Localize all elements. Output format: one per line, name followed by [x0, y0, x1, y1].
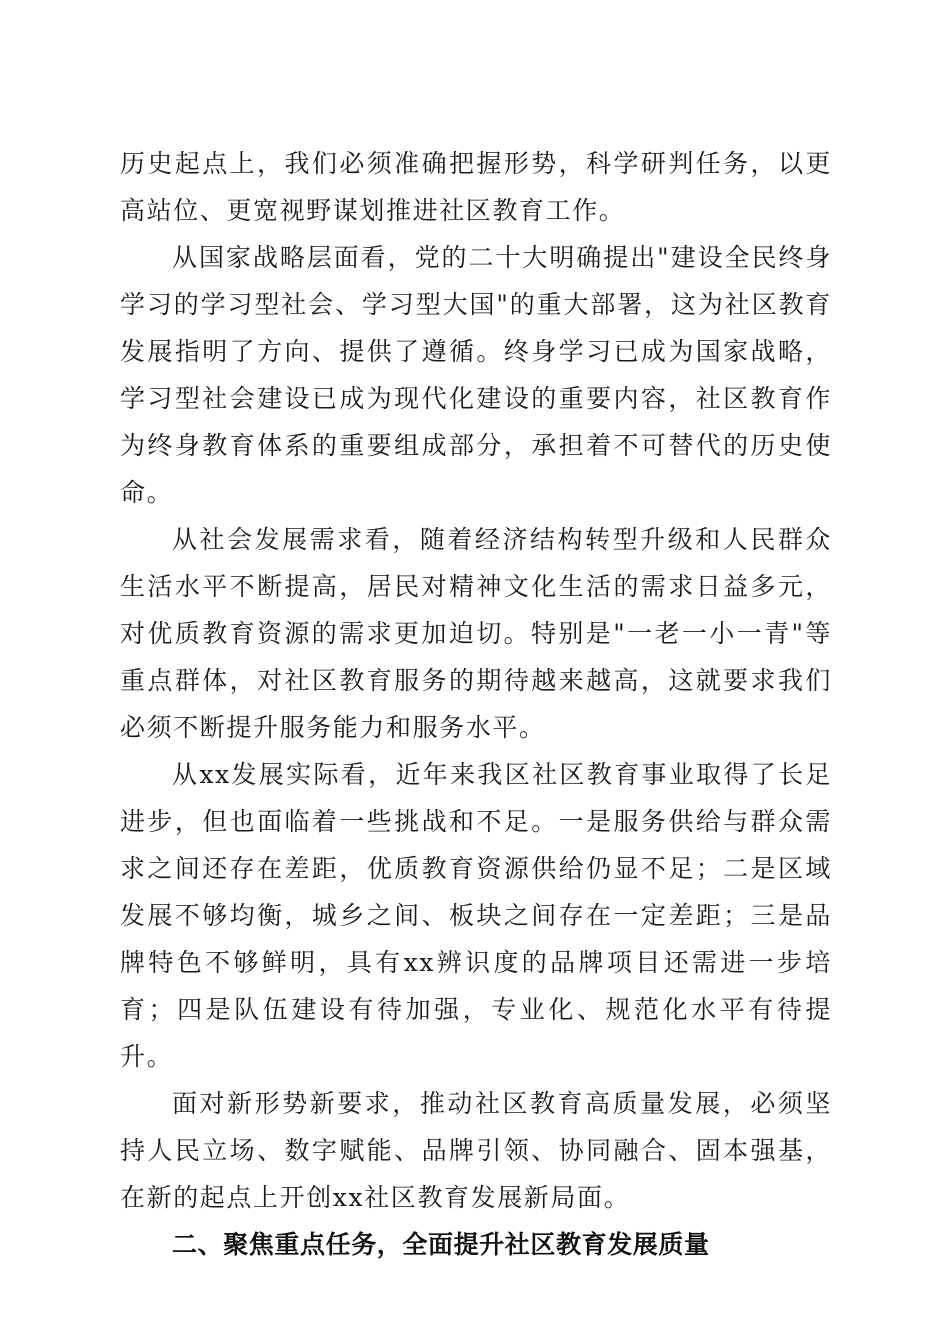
paragraph-social-demand: 从社会发展需求看，随着经济结构转型升级和人民群众生活水平不断提高，居民对精神文化生活的需求日益多元，对优质教育资源的需求更加迫切。特别是"一老一小一青"等重点群体，对社区教育服务的期待越来越高，这就要求我们必须不断提升服务能力和服务水平。	[120, 525, 832, 742]
paragraph-new-requirements: 面对新形势新要求，推动社区教育高质量发展，必须坚持人民立场、数字赋能、品牌引领、协同融合、固本强基，在新的起点上开创xx社区教育发展新局面。	[120, 1089, 832, 1212]
paragraph-local-reality: 从xx发展实际看，近年来我区社区教育事业取得了长足进步，但也面临着一些挑战和不足。一是服务供给与群众需求之间还存在差距，优质教育资源供给仍显不足；二是区域发展不够均衡，城乡之间、板块之间存在一定差距；三是品牌特色不够鲜明，具有xx辨识度的品牌项目还需进一步培育；四是队伍建设有待加强，专业化、规范化水平有待提升。	[120, 760, 832, 1071]
document-body	[120, 140, 832, 1268]
paragraph-national-strategy: 从国家战略层面看，党的二十大明确提出"建设全民终身学习的学习型社会、学习型大国"的重大部署，这为社区教育发展指明了方向、提供了遵循。终身学习已成为国家战略，学习型社会建设已成为现代化建设的重要内容，社区教育作为终身教育体系的重要组成部分，承担着不可替代的历史使命。	[120, 243, 832, 507]
section-heading: 二、聚焦重点任务，全面提升社区教育发展质量	[172, 1230, 710, 1259]
paragraph-continuation: 历史起点上，我们必须准确把握形势，科学研判任务，以更高站位、更宽视野谋划推进社区教育工作。	[120, 149, 832, 225]
